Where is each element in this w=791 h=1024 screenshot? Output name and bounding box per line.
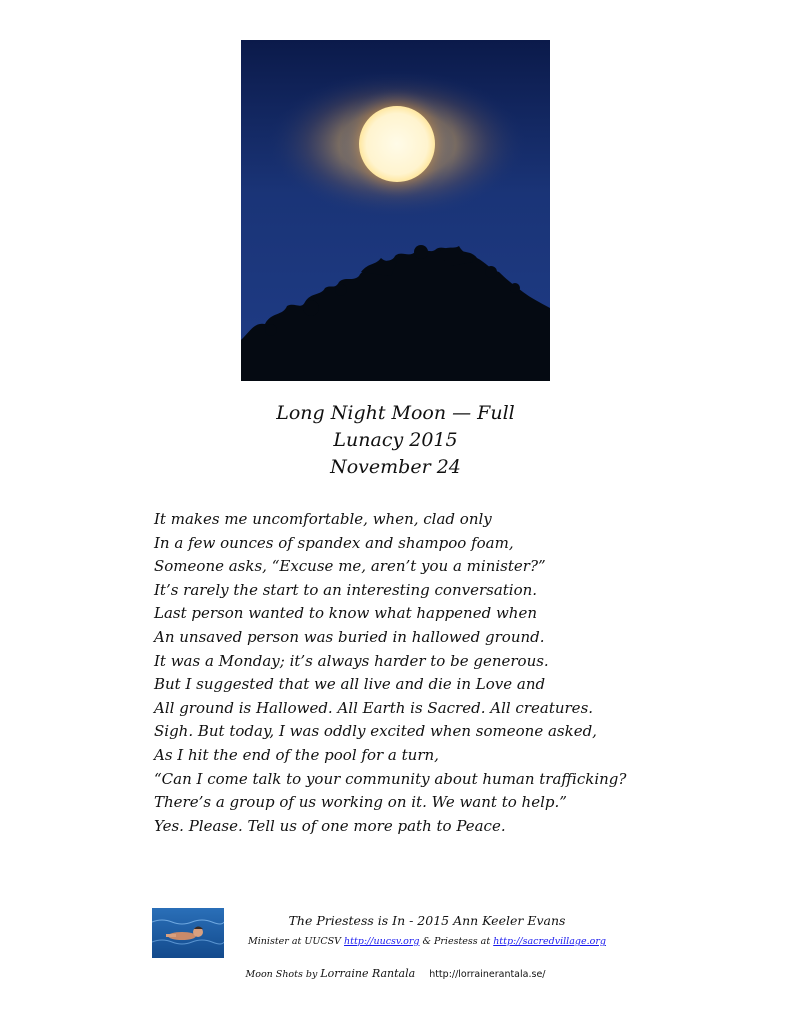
poem-line: It was a Monday; it’s always harder to be generous. <box>154 651 549 670</box>
footer-affiliations <box>232 936 622 947</box>
poem-line: Yes. Please. Tell us of one more path to Peace. <box>154 816 506 835</box>
poem-body <box>154 508 714 838</box>
footer-credit: The Priestess is In - 2015 Ann Keeler Evans <box>288 913 566 928</box>
photographer-url: http://lorrainerantala.se/ <box>429 969 546 980</box>
sacredvillage-link[interactable]: http://sacredvillage.org <box>493 936 606 947</box>
poem-subtitle: Lunacy 2015 <box>333 429 458 451</box>
poem-line: Last person wanted to know what happened when <box>154 604 538 623</box>
poem-line: Someone asks, “Excuse me, aren’t you a minister?” <box>154 557 546 576</box>
moonshots-prefix: Moon Shots by <box>245 969 321 980</box>
poem-line: An unsaved person was buried in hallowed ground. <box>154 627 545 646</box>
swimmer-photo <box>152 908 224 958</box>
poem-line: Sigh. But today, I was oddly excited when someone asked, <box>154 722 597 741</box>
minister-prefix: Minister at UUCSV <box>248 936 345 947</box>
poem-line: As I hit the end of the pool for a turn, <box>154 745 439 764</box>
moon-photo <box>241 40 550 381</box>
photographer-name: Lorraine Rantala <box>320 967 416 980</box>
poem-line: It’s rarely the start to an interesting conversation. <box>154 580 538 599</box>
priestess-prefix: & Priestess at <box>419 936 494 947</box>
poem-line: There’s a group of us working on it. We want to help.” <box>154 793 567 812</box>
uucsv-link[interactable]: http://uucsv.org <box>344 936 420 947</box>
poem-date: November 24 <box>330 456 461 478</box>
moon <box>359 106 435 182</box>
poem-line: In a few ounces of spandex and shampoo foam, <box>154 533 514 552</box>
poem-line: “Can I come talk to your community about human trafficking? <box>154 769 627 788</box>
photo-credit <box>0 967 791 980</box>
poem-line: It makes me uncomfortable, when, clad only <box>154 510 492 528</box>
poem-line: But I suggested that we all live and die in Love and <box>154 675 546 694</box>
poem-title-block <box>0 400 791 481</box>
poem-line: All ground is Hallowed. All Earth is Sacred. All creatures. <box>154 698 594 717</box>
poem-title: Long Night Moon — Full <box>276 402 515 424</box>
